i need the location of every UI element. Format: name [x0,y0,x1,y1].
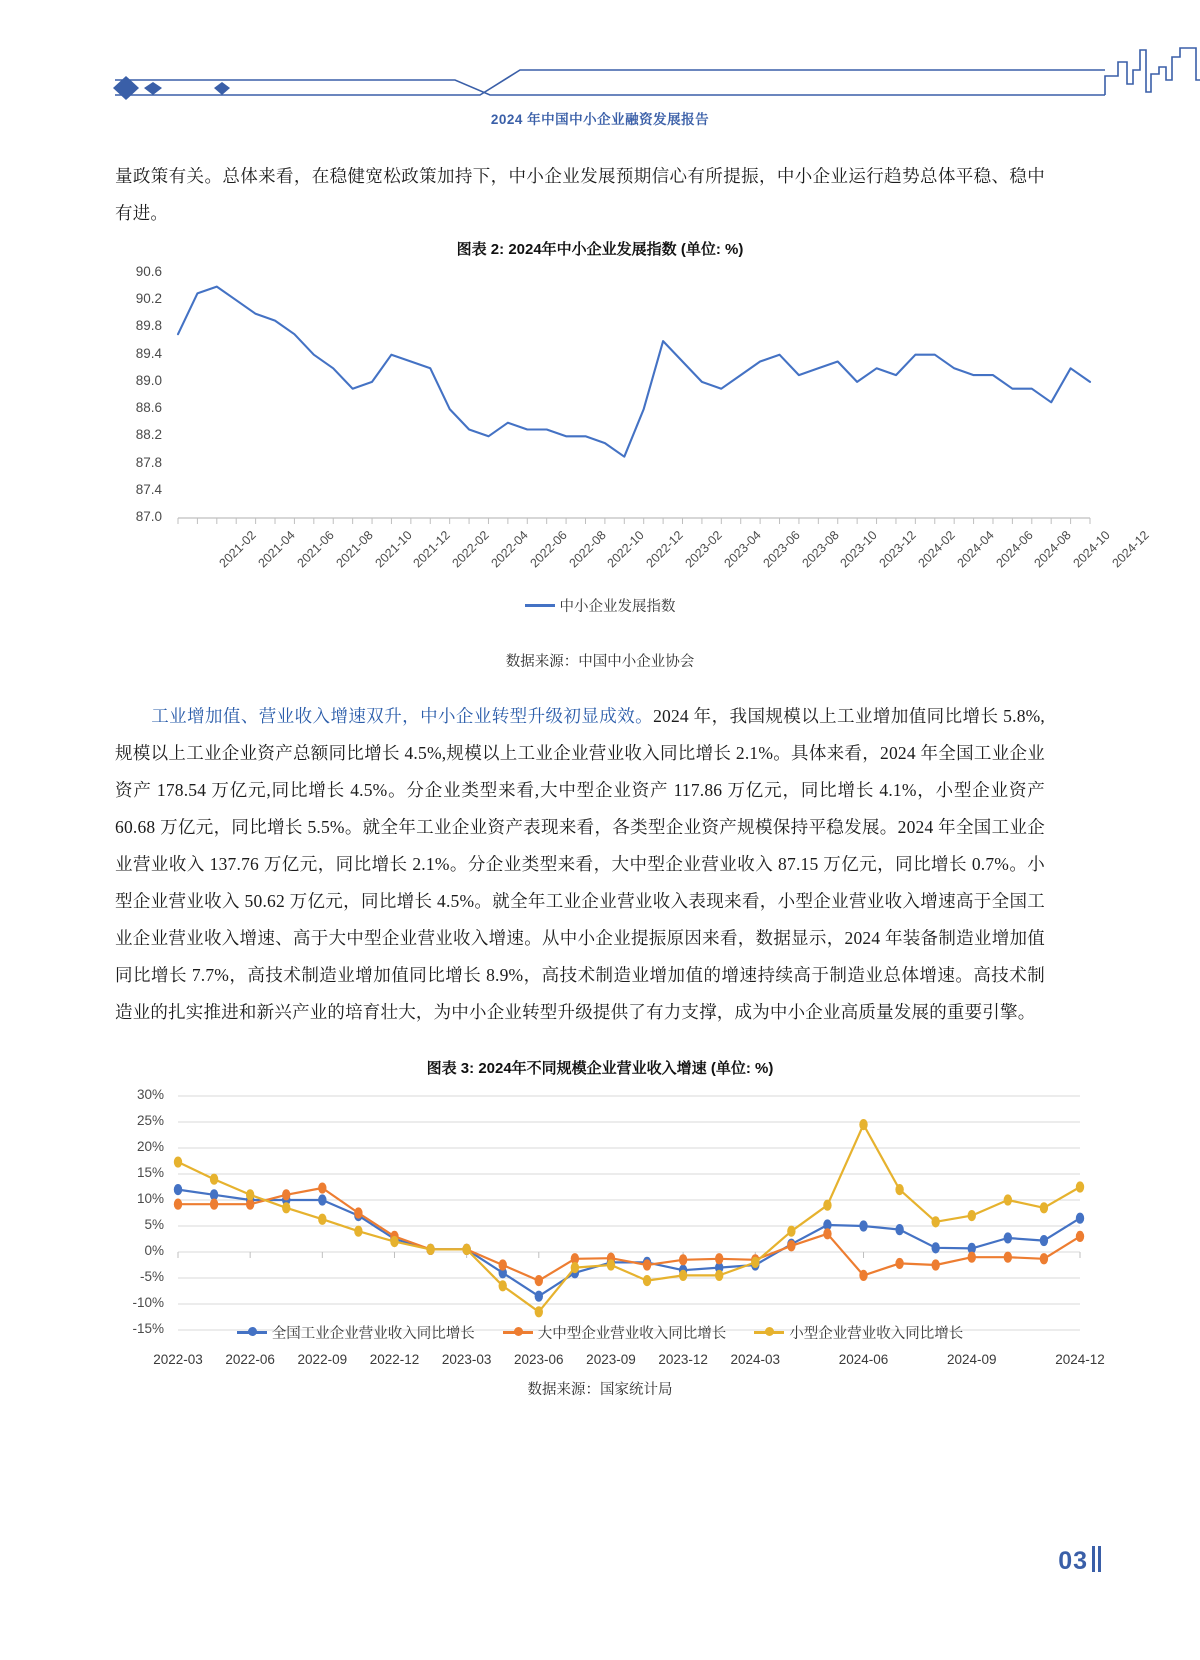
header-title: 2024 年中国中小企业融资发展报告 [490,112,710,127]
chart2-legend [0,595,1200,616]
y-tick-label: 89.4 [135,345,162,361]
x-tick-label: 2023-09 [586,1352,636,1367]
y-tick-label: 90.6 [135,264,162,279]
chart2-source: 数据来源：中国中小企业协会 [505,654,695,670]
x-tick-label: 2022-09 [297,1352,348,1367]
y-tick-label: 30% [136,1087,164,1102]
x-tick-label: 2021-12 [410,528,454,571]
paragraph-highlight: 工业增加值、营业收入增速双升，中小企业转型升级初显成效。 [151,706,654,726]
x-tick-label: 2024-06 [992,528,1036,571]
y-tick-label: -15% [132,1321,164,1336]
y-tick-label: 0% [144,1243,164,1258]
page-mark-icon [1092,1546,1104,1572]
chart2-title: 图表 2: 2024年中小企业发展指数 (单位: %) [456,241,744,258]
legend-swatch [503,1331,533,1334]
x-tick-label: 2022-12 [643,528,687,571]
y-tick-label: -5% [139,1269,164,1284]
x-tick-label: 2021-04 [255,528,298,571]
x-tick-label: 2024-08 [1031,528,1075,571]
legend-item [237,1322,475,1343]
legend-swatch [237,1331,267,1334]
legend-label: 中小企业发展指数 [559,599,676,615]
y-tick-label: 87.0 [135,509,162,524]
x-tick-label: 2023-06 [760,528,803,571]
y-tick-label: 88.2 [135,427,162,443]
legend-label: 全国工业企业营业收入同比增长 [271,1326,475,1342]
paragraph-middle [115,698,1045,1031]
page-header [0,40,1200,127]
legend-swatch [754,1331,784,1334]
chart3-legend [0,1322,1200,1343]
legend-item [503,1322,727,1343]
paragraph-body: 2024 年，我国规模以上工业增加值同比增长 5.8%,规模以上工业企业资产总额同比增长 4.5%,规模以上工业企业营业收入同比增长 2.1%。具体来看，2024 年全国工业企业资产 178.54 万亿元,同比增长 4.5%。分企业类型来看,大中型企业资产 117.86 万亿元，同比增长 4.1%，小型企业资产 60.68 万亿元，同比增长 5.5%。就全年工业企业资产表现来看，各类型企业资产规模保持平稳发展。2024 年全国工业企业营业收入 137.76 万亿元，同比增长 2.1%。分企业类型来看，大中型企业营业收入 87.15 万亿元，同比增长 0.7%。小型企业营业收入 50.62 万亿元，同比增长 4.5%。就全年工业企业营业收入表现来看，小型企业营业收入增速高于全国工业企业营业收入增速、高于大中型企业营业收入增速。从中小企业提振原因来看，数据显示，2024 年装备制造业增加值同比增长 7.7%，高技术制造业增加值同比增长 8.9%，高技术制造业增加值的增速持续高于制造业总体增速。高技术制造业的扎实推进和新兴产业的培育壮大，为中小企业转型升级提供了有力支撑，成为中小企业高质量发展的重要引擎。 [115,706,1045,1022]
city-skyline-icon [1105,48,1200,102]
x-tick-label: 2024-10 [1070,528,1113,571]
paragraph-top: 量政策有关。总体来看，在稳健宽松政策加持下，中小企业发展预期信心有所提振，中小企业运行趋势总体平稳、稳中有进。 [115,166,1045,223]
x-tick-label: 2023-02 [682,528,725,571]
x-tick-label: 2023-12 [658,1352,708,1367]
chart3-source: 数据来源：国家统计局 [527,1382,673,1398]
y-tick-label: 20% [136,1139,164,1154]
legend-label: 小型企业营业收入同比增长 [789,1326,964,1342]
chart3-plot [100,1080,1105,1400]
y-tick-label: 89.8 [135,318,162,334]
x-tick-label: 2023-03 [441,1352,492,1367]
x-tick-label: 2023-04 [721,528,764,571]
legend-label: 大中型企业营业收入同比增长 [537,1326,727,1342]
page-number: 03 [1058,1547,1088,1575]
x-tick-label: 2022-06 [527,528,570,571]
x-tick-label: 2022-06 [225,1352,275,1367]
x-tick-label: 2024-02 [915,528,958,571]
x-tick-label: 2023-12 [876,528,919,571]
x-tick-label: 2022-08 [566,528,609,571]
x-tick-label: 2024-03 [730,1352,781,1367]
x-tick-label: 2024-06 [838,1352,889,1367]
x-tick-label: 2024-12 [1055,1352,1105,1367]
y-tick-label: 87.8 [135,454,162,470]
y-tick-label: 90.2 [135,291,162,307]
y-tick-label: 25% [136,1113,164,1128]
x-tick-label: 2022-02 [449,528,493,571]
x-tick-label: 2021-02 [216,528,260,571]
y-tick-label: 5% [144,1217,164,1232]
chart3-title: 图表 3: 2024年不同规模企业营业收入增速 (单位: %) [426,1060,774,1077]
x-tick-label: 2022-03 [153,1352,203,1367]
x-tick-label: 2024-04 [954,528,997,571]
x-tick-label: 2021-10 [372,528,415,571]
y-tick-label: 89.0 [135,372,162,388]
x-tick-label: 2023-08 [798,528,842,571]
x-tick-label: 2024-09 [946,1352,997,1367]
y-tick-label: 15% [136,1165,164,1180]
x-tick-label: 2024-12 [1109,528,1152,571]
y-tick-label: -10% [132,1295,164,1310]
legend-item [754,1322,963,1343]
x-tick-label: 2021-08 [333,528,376,571]
x-tick-label: 2023-06 [514,1352,564,1367]
y-tick-label: 10% [136,1191,164,1206]
y-tick-label: 88.6 [135,400,162,416]
legend-swatch [525,604,555,607]
x-tick-label: 2021-06 [294,528,337,571]
x-tick-label: 2022-12 [369,1352,420,1367]
y-tick-label: 87.4 [135,481,162,497]
x-tick-label: 2022-04 [488,528,531,571]
header-decoration [0,40,1200,110]
x-tick-label: 2022-10 [604,528,648,571]
legend-item [525,595,676,616]
x-tick-label: 2023-10 [837,528,881,571]
